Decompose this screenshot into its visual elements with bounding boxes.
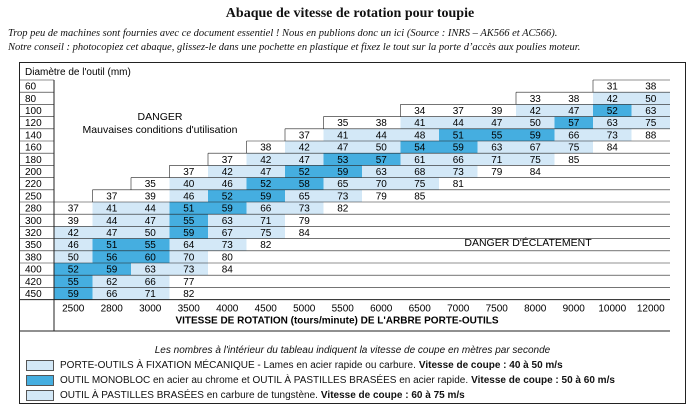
column-label: 3500 [177,303,200,315]
legend-item-monobloc [26,374,615,387]
danger-title: DANGER [137,111,183,123]
cell-value: 42 [67,228,79,239]
row-label: 250 [25,191,42,203]
cell-value: 73 [183,264,195,276]
row-label: 60 [25,81,37,93]
cell-value: 37 [221,154,233,166]
cell-value: 46 [183,191,195,203]
danger-subtitle: Mauvaises conditions d'utilisation [82,124,238,136]
cell-value: 75 [414,179,426,191]
cell-value: 47 [106,228,118,239]
cell-value: 66 [260,203,272,215]
cell-value: 37 [106,191,118,203]
cell-value: 50 [144,228,156,239]
cell-value: 65 [337,179,349,191]
row-label: 380 [25,252,42,264]
cell-value: 63 [375,167,387,178]
cell-value: 73 [337,191,349,203]
x-axis-label: VITESSE DE ROTATION (tours/minute) DE L'ARBRE PORTE-OUTILS [175,315,499,327]
row-label: 350 [25,240,42,252]
cell-value: 44 [452,118,464,130]
cell-value: 52 [606,106,618,117]
row-label: 160 [25,142,42,154]
column-label: 7500 [485,303,508,315]
cell-value: 35 [144,179,156,191]
cell-value: 63 [221,215,233,227]
cell-value: 82 [260,240,272,252]
row-label: 80 [25,93,37,105]
column-label: 8000 [524,303,547,315]
cell-value: 44 [144,203,156,215]
cell-value: 42 [260,154,272,166]
cell-value: 54 [414,142,426,154]
row-label: 280 [25,203,42,215]
cell-value: 38 [568,93,580,105]
cell-value: 50 [645,93,657,105]
cell-value: 66 [106,289,118,300]
column-label: 6000 [370,303,393,315]
cell-value: 88 [645,130,657,142]
legend-swatch-light [26,390,54,401]
column-label: 12000 [636,303,665,315]
cell-value: 64 [183,240,195,252]
cell-value: 70 [183,252,195,264]
cell-value: 51 [183,203,195,215]
cell-value: 41 [106,203,118,215]
cell-value: 41 [414,118,426,130]
cell-value: 37 [452,106,464,117]
legend-swatch-dark [26,375,54,386]
cell-value: 71 [260,215,272,227]
cell-value: 63 [491,142,503,154]
cell-value: 84 [529,167,541,178]
cell-value: 63 [645,106,657,117]
intro-line-2: Notre conseil : photocopiez cet abaque, glissez-le dans une pochette en plastique et fixez le tout sur la porte d’accès aux poulies moteur. [8,42,581,53]
cell-value: 44 [106,215,118,227]
cell-value: 59 [452,142,464,154]
cell-value: 80 [221,252,233,264]
row-label: 220 [25,179,42,191]
column-label: 6500 [408,303,431,315]
danger-burst-label: DANGER D'ÉCLATEMENT [464,237,592,249]
cell-value: 47 [260,167,272,178]
cell-value: 57 [375,154,387,166]
cell-value: 75 [568,142,580,154]
column-label: 2500 [62,303,85,315]
legend-bold: Vitesse de coupe : 40 à 50 m/s [418,360,563,371]
cell-value: 59 [183,228,195,239]
cell-value: 59 [67,289,79,300]
cell-value: 73 [221,240,233,252]
cell-value: 79 [491,167,503,178]
cell-value: 40 [183,179,195,191]
cell-value: 50 [375,142,387,154]
cell-value: 52 [221,191,233,203]
cell-value: 42 [298,142,310,154]
cell-value: 47 [144,215,156,227]
cell-value: 55 [491,130,503,142]
table-note: Les nombres à l'intérieur du tableau indiquent la vitesse de coupe en mètres par seconde [154,345,551,356]
cell-value: 55 [183,215,195,227]
cell-value: 81 [452,179,464,191]
cell-value: 44 [375,130,387,142]
column-label: 10000 [598,303,627,315]
legend-text: PORTE-OUTILS À FIXATION MÉCANIQUE - Lames en acier rapide ou carbure. [60,360,416,371]
cell-value: 33 [529,93,541,105]
cell-value: 59 [260,191,272,203]
cell-value: 38 [375,118,387,130]
row-label: 140 [25,130,42,142]
cell-value: 56 [106,252,118,264]
cell-value: 84 [221,264,233,276]
row-label: 420 [25,276,42,288]
cell-value: 34 [414,106,426,117]
cell-value: 59 [529,130,541,142]
cell-value: 50 [529,118,541,130]
cell-value: 46 [67,240,79,252]
cell-value: 42 [221,167,233,178]
cell-value: 59 [337,167,349,178]
cell-value: 85 [568,154,580,166]
cell-value: 55 [144,240,156,252]
cell-value: 70 [375,179,387,191]
legend-swatch-light [26,360,54,371]
cell-value: 65 [298,191,310,203]
cell-value: 59 [221,203,233,215]
cell-value: 85 [414,191,426,203]
cell-value: 47 [568,106,580,117]
cell-value: 47 [298,154,310,166]
cell-value: 52 [260,179,272,191]
column-label: 5500 [331,303,354,315]
cell-value: 67 [529,142,541,154]
row-label: 450 [25,289,42,300]
cell-value: 37 [183,167,195,178]
cell-value: 66 [568,130,580,142]
cell-value: 61 [414,154,426,166]
cell-value: 67 [221,228,233,239]
cell-value: 75 [645,118,657,130]
cell-value: 63 [606,118,618,130]
row-label: 180 [25,154,42,166]
cell-value: 53 [337,154,349,166]
intro-line-1: Trop peu de machines sont fournies avec ce document essentiel ! Nous en publions donc un ici (Source : INRS – AK566 et AC566). [8,28,558,39]
cell-value: 48 [414,130,426,142]
row-label: 100 [25,106,42,117]
cell-value: 79 [298,215,310,227]
cell-value: 79 [375,191,387,203]
cell-value: 47 [337,142,349,154]
cell-value: 63 [144,264,156,276]
row-label: 320 [25,228,42,239]
page-title: Abaque de vitesse de rotation pour toupie [225,6,475,21]
column-label: 9000 [562,303,585,315]
cell-value: 42 [529,106,541,117]
cell-value: 75 [260,228,272,239]
cell-value: 68 [414,167,426,178]
legend-text: OUTIL À PASTILLES BRASÉES en carbure de tungstène. [60,390,318,401]
cell-value: 39 [144,191,156,203]
cell-value: 77 [183,276,195,288]
cell-value: 41 [337,130,349,142]
cell-value: 37 [67,203,79,215]
cell-value: 39 [491,106,503,117]
row-label: 400 [25,264,42,276]
cell-value: 35 [337,118,349,130]
legend-bold: Vitesse de coupe : 50 à 60 m/s [471,375,615,386]
column-label: 3000 [139,303,162,315]
cell-value: 52 [298,167,310,178]
cell-value: 62 [106,276,118,288]
legend-text: OUTIL MONOBLOC en acier au chrome et OUTIL À PASTILLES BRASÉES en acier rapide. [60,375,469,386]
cell-value: 47 [491,118,503,130]
cell-value: 57 [568,118,580,130]
cell-value: 60 [144,252,156,264]
y-axis-label: Diamètre de l'outil (mm) [25,67,131,78]
cell-value: 84 [606,142,618,154]
legend-item-carbure [26,389,465,402]
cell-value: 84 [298,228,310,239]
cell-value: 46 [221,179,233,191]
cell-value: 73 [452,167,464,178]
cell-value: 58 [298,179,310,191]
cell-value: 66 [452,154,464,166]
column-label: 2800 [100,303,123,315]
cell-value: 71 [144,289,156,300]
cell-value: 38 [645,81,657,93]
column-label: 4500 [254,303,277,315]
legend-item-fixation [26,359,563,372]
cell-value: 50 [67,252,79,264]
column-label: 5000 [293,303,316,315]
row-label: 120 [25,118,42,130]
cell-value: 73 [606,130,618,142]
cell-value: 51 [452,130,464,142]
cell-value: 82 [337,203,349,215]
cell-value: 42 [606,93,618,105]
cell-value: 66 [144,276,156,288]
cell-value: 71 [491,154,503,166]
cell-value: 55 [67,276,79,288]
legend-bold: Vitesse de coupe : 60 à 75 m/s [320,390,465,401]
cell-value: 38 [260,142,272,154]
row-label: 200 [25,167,42,178]
cell-value: 39 [67,215,79,227]
cell-value: 52 [67,264,79,276]
cell-value: 37 [298,130,310,142]
cell-value: 82 [183,289,195,300]
cell-value: 75 [529,154,541,166]
cell-value: 31 [606,81,618,93]
row-label: 300 [25,215,42,227]
column-label: 4000 [216,303,239,315]
cell-value: 51 [106,240,118,252]
column-label: 7000 [447,303,470,315]
cell-value: 59 [106,264,118,276]
cell-value: 73 [298,203,310,215]
